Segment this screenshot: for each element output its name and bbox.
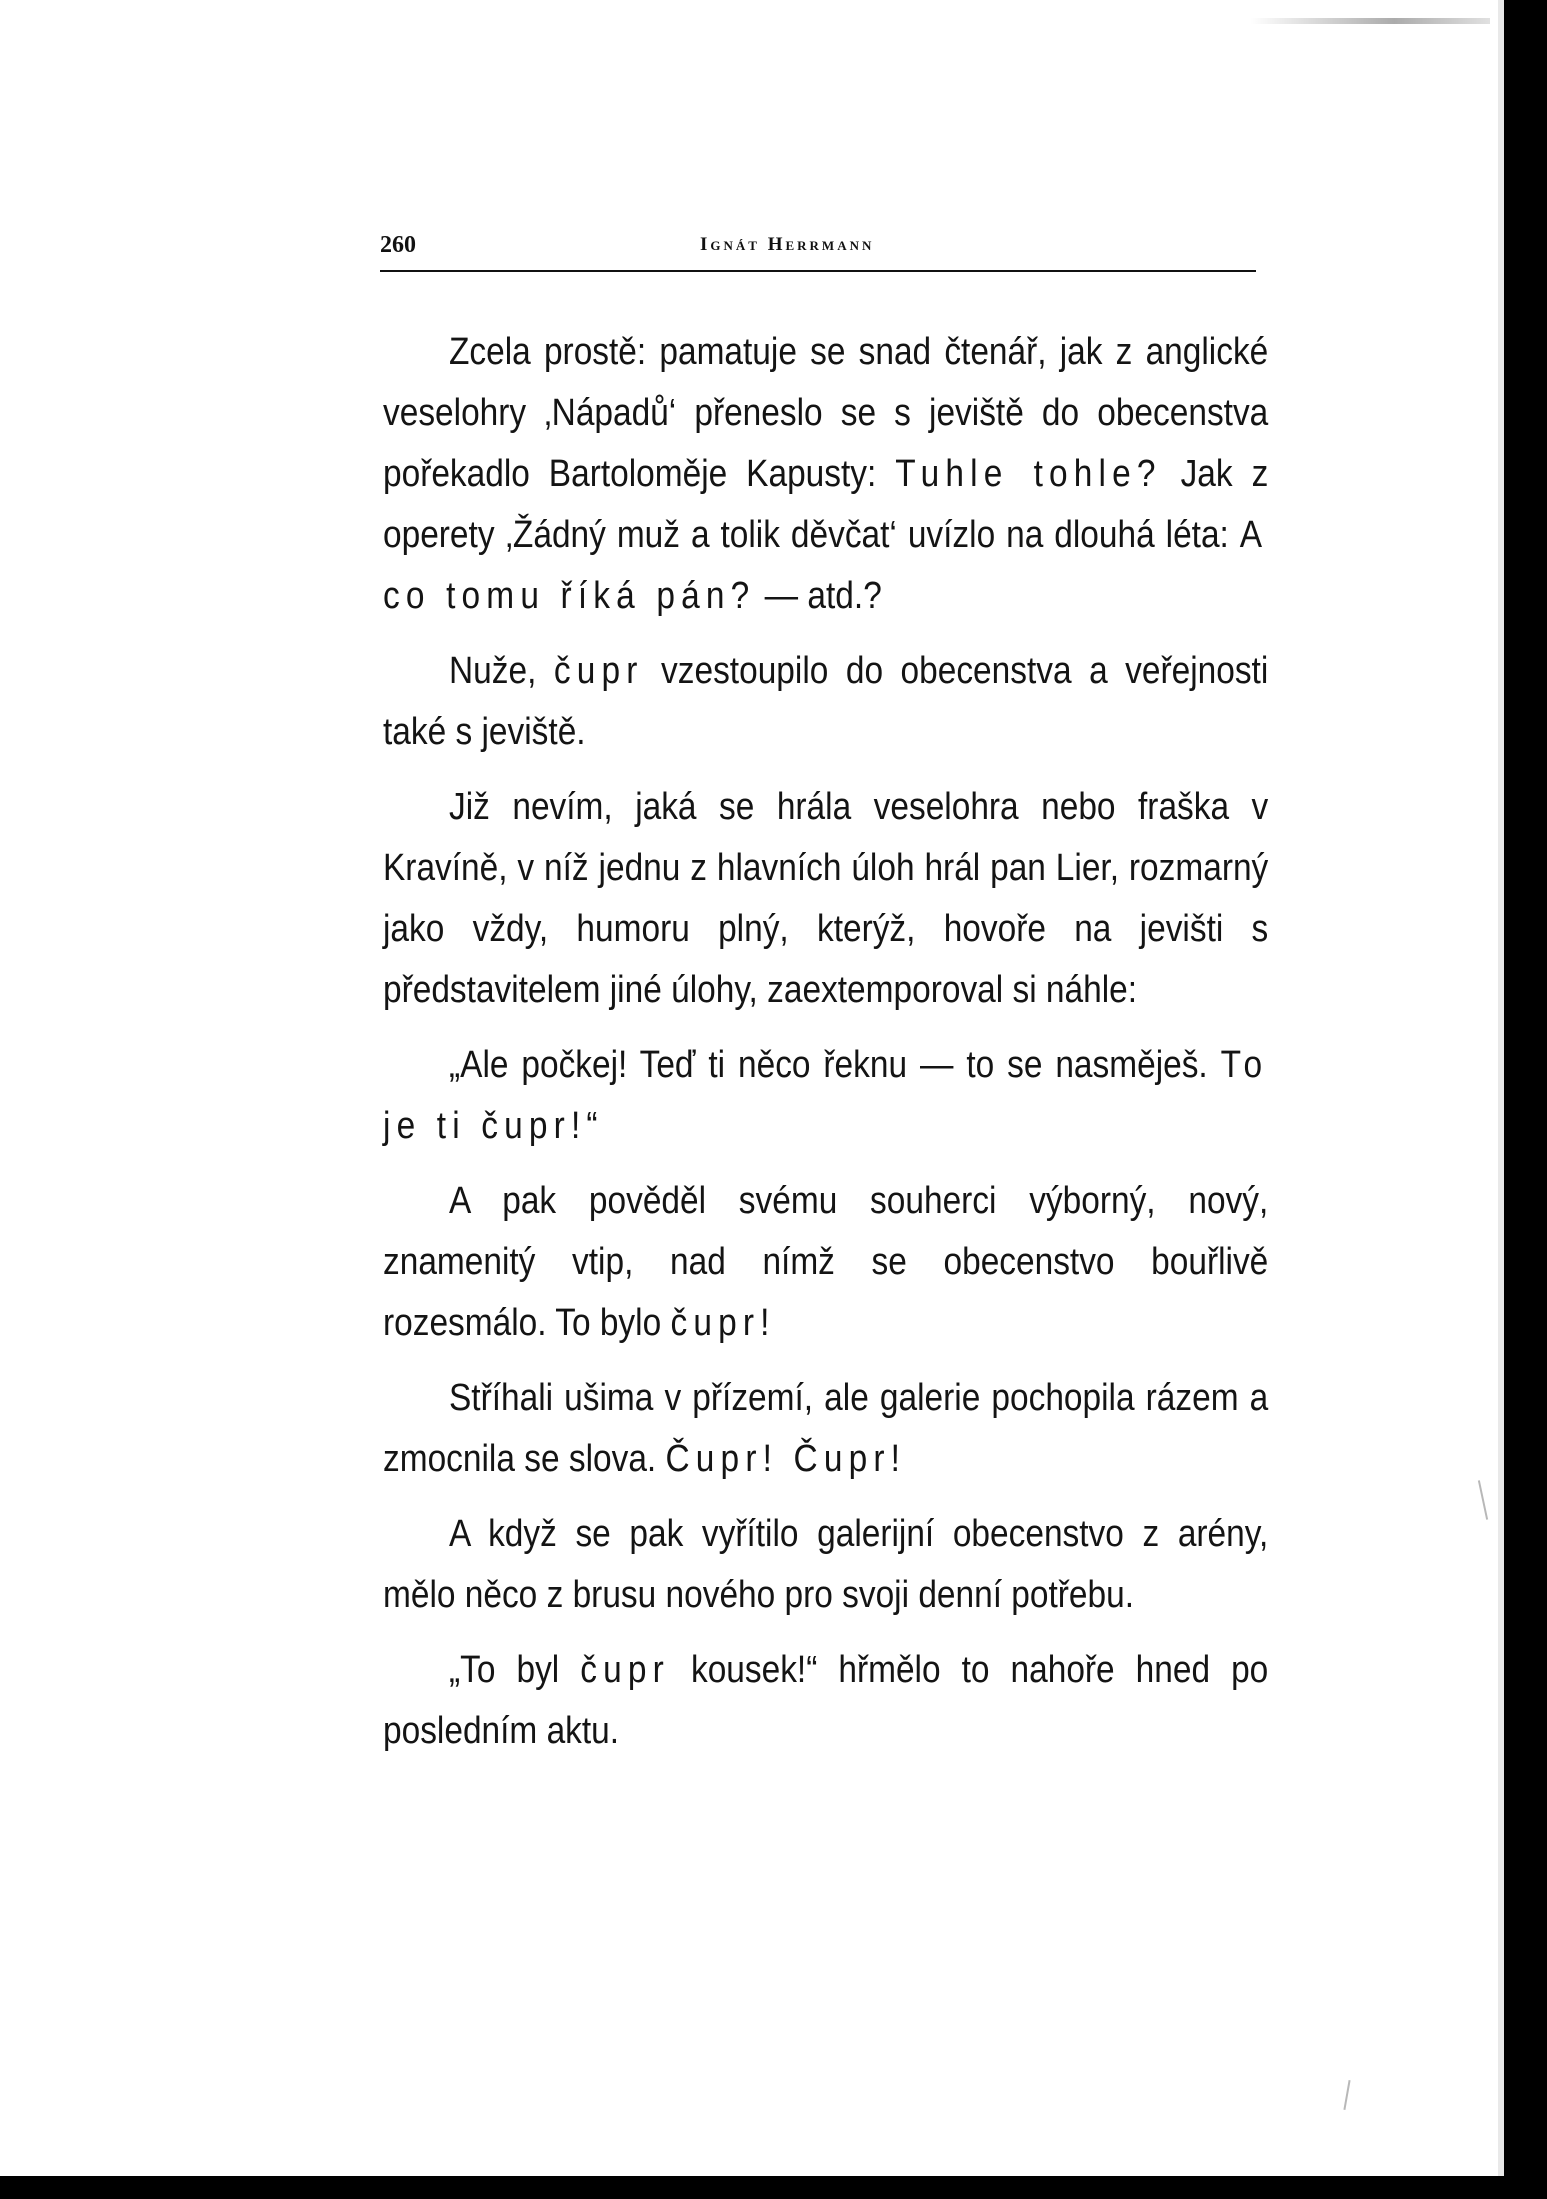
body-text xyxy=(383,322,1268,1776)
text-segment: „To byl xyxy=(449,1649,581,1691)
page-header xyxy=(380,230,1256,272)
paragraph xyxy=(383,641,1268,763)
text-segment: Nuže, xyxy=(449,650,554,692)
text-segment: Zcela prostě: pamatuje se snad čtenář, jak z anglické veselohry ‚Nápadů‘ přeneslo se s jeviště do obecenstva pořekadlo Bartoloměje Kapusty: xyxy=(383,331,1269,495)
paragraph xyxy=(383,1640,1268,1762)
text-segment: — atd.? xyxy=(755,575,882,617)
text-segment: vzestoupilo do obecenstva a veřejnosti také s jeviště. xyxy=(383,650,1269,753)
spaced-text-segment: čupr xyxy=(580,1649,670,1691)
paragraph xyxy=(383,1035,1268,1157)
paragraph xyxy=(383,1368,1268,1490)
text-segment: Stříhali ušima v přízemí, ale galerie pochopila rázem a zmocnila se slova. xyxy=(383,1377,1269,1480)
text-segment: A když se pak vyřítilo galerijní obecenstvo z arény, mělo něco z brusu nového pro svoji denní potřebu. xyxy=(383,1513,1269,1616)
page-number: 260 xyxy=(380,232,416,258)
text-segment: Jak z operety ‚Žádný muž a tolik děvčat‘ uvízlo na dlouhá léta: xyxy=(383,453,1269,556)
scan-speck xyxy=(1343,2080,1350,2110)
scan-speck xyxy=(1478,1480,1488,1520)
spaced-text-segment: čupr! xyxy=(670,1302,776,1344)
text-segment: A pak pověděl svému souherci výborný, nový, znamenitý vtip, nad nímž se obecenstvo bouřlivě rozesmálo. To bylo xyxy=(383,1180,1269,1344)
spaced-text-segment: čupr xyxy=(553,650,644,692)
paragraph xyxy=(383,777,1268,1021)
paragraph xyxy=(383,322,1268,627)
text-segment: “ xyxy=(586,1105,598,1147)
spaced-text-segment: Čupr! Čupr! xyxy=(665,1438,907,1480)
spaced-text-segment: A co tomu říká pán? xyxy=(383,514,1269,617)
text-segment: Již nevím, jaká se hrála veselohra nebo fraška v Kravíně, v níž jednu z hlavních úloh hrál pan Lier, rozmarný jako vždy, humoru plný, kterýž, hovoře na jevišti s představitelem jiné úlohy, zaextemporoval si náhle: xyxy=(383,786,1269,1011)
paragraph xyxy=(383,1504,1268,1626)
spaced-text-segment: Tuhle tohle? xyxy=(895,453,1162,495)
running-head: Ignát Herrmann xyxy=(700,234,875,255)
text-segment: „Ale počkej! Teď ti něco řeknu — to se nasměješ. xyxy=(449,1044,1221,1086)
paragraph xyxy=(383,1171,1268,1354)
scan-edge-shadow xyxy=(1250,18,1490,24)
text-segment: kousek!“ hřmělo to nahoře hned po posledním aktu. xyxy=(383,1649,1269,1752)
spaced-text-segment: To je ti čupr! xyxy=(383,1044,1269,1147)
